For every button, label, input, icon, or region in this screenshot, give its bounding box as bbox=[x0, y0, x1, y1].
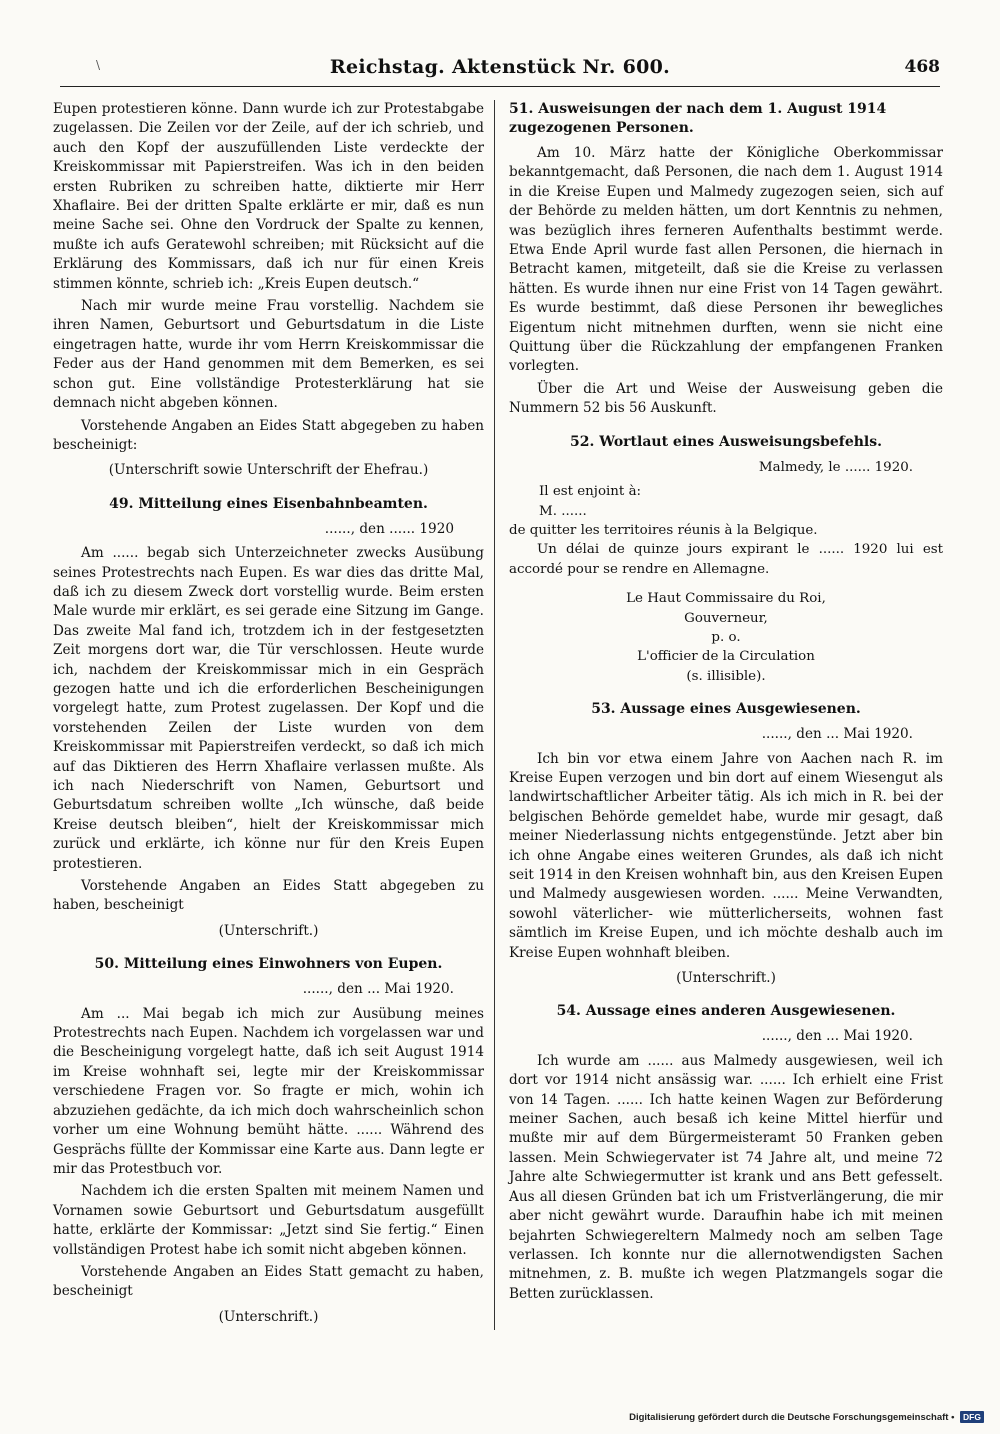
paragraph: Über die Art und Weise der Ausweisung geben die Nummern 52 bis 56 Auskunft. bbox=[509, 380, 943, 417]
signature-line: (Unterschrift.) bbox=[218, 1308, 319, 1325]
header-title: Reichstag. Aktenstück Nr. 600. bbox=[329, 56, 671, 78]
french-text: de quitter les territoires réunis à la Belgique. bbox=[509, 522, 818, 538]
french-text: Il est enjoint à: bbox=[539, 484, 642, 500]
paragraph: Am ...... begab sich Unterzeichneter zwecks Ausübung seines Protestrechts nach Eupen. Es war dies das dritte Mal, daß ich zu diesem Zweck dort vorstellig wurde. Beim ersten Male wurde mir erklärt, es sei gerade eine Sitzung im Gange. Das zweite Mal fand ich, trotzdem ich in der festgesetzten Zeit morgens dort war, die Tür verschlossen. Heute wurde ich, nachdem der Kreiskommissar mich in ein Gespräch gezogen hatte und ich die erforderlichen Bescheinigungen vorgelegt hatte, zum Protest zugelassen. Der Kopf und die vorstehenden Zeilen der Liste wurden von dem Kreiskommissar mit Papierstreifen verdeckt, so daß ich mich auf das Diktieren des Herrn Xhaflaire verlassen mußte. Als ich nach Niederschrift von Namen, Geburtsort und Geburtsdatum schreiben wollte „Ich wünsche, daß beide Kreise deutsch bleiben“, hielt der Kreiskommissar mich zurück und erklärte, ich könne nur für den Kreis Eupen protestieren. bbox=[53, 545, 484, 872]
french-signature: p. o. bbox=[711, 629, 741, 645]
dateline: ......, den ... Mai 1920. bbox=[761, 1028, 913, 1045]
dateline: ......, den ...... 1920 bbox=[324, 520, 454, 537]
paragraph: Vorstehende Angaben an Eides Statt gemacht zu haben, bescheinigt bbox=[53, 1263, 484, 1300]
paragraph: Eupen protestieren könne. Dann wurde ich zur Protestabgabe zugelassen. Die Zeilen vor der Zeile, auf der ich schrieb, und auch den Kopf der auszufüllenden Liste verdeckte der Kreiskommissar mit Papierstreifen. Was ich in den beiden ersten Rubriken zu schreiben hatte, diktierte mir Herr Xhaflaire. Bei der dritten Spalte erklärte er mir, daß es nun meine Sache sei. Ohne den Vordruck der Spalte zu kennen, mußte ich aufs Geratewohl schreiben; mit Rücksicht auf die Erklärung des Kommissars, daß ich nur für einen Kreis stimmen könnte, schrieb ich: „Kreis Eupen deutsch.“ bbox=[53, 101, 484, 292]
left-column bbox=[53, 100, 484, 1333]
section-heading-52: 52. Wortlaut eines Ausweisungsbefehls. bbox=[570, 433, 882, 450]
signature-line: (Unterschrift.) bbox=[218, 922, 319, 939]
paragraph: Ich bin vor etwa einem Jahre von Aachen nach R. im Kreise Eupen verzogen und bin dort auf einem Wiesengut als landwirtschaftlicher Arbeiter tätig. Als ich mich in R. bei der belgischen Behörde gemeldet habe, wurde mir gesagt, daß meiner Niederlassung nichts entgegenstünde. Jetzt aber bin ich ohne Angabe eines weiteren Grundes, als daß ich nicht seit 1914 in den Kreisen wohnhaft bin, aus den Kreisen Eupen und Malmedy ausgewiesen worden. ...... Meine Verwandten, sowohl väterlicher- wie mütterlicherseits, wohnen fast sämtlich im Kreise Eupen, und ich möchte deshalb auch im Kreise Eupen wohnhaft bleiben. bbox=[509, 750, 943, 961]
footer bbox=[629, 1411, 984, 1423]
footer-text: Digitalisierung gefördert durch die Deutsche Forschungsgemeinschaft • bbox=[629, 1412, 955, 1423]
section-heading-49: 49. Mitteilung eines Eisenbahnbeamten. bbox=[109, 495, 428, 512]
french-text: Un délai de quinze jours expirant le ...... 1920 lui est accordé pour se rendre en Allemagne. bbox=[509, 542, 943, 577]
paragraph: Vorstehende Angaben an Eides Statt abgegeben zu haben, bescheinigt bbox=[53, 878, 484, 914]
french-signature: L'officier de la Circulation bbox=[637, 649, 815, 665]
dfg-logo: DFG bbox=[960, 1411, 984, 1423]
page-number: 468 bbox=[904, 57, 940, 77]
right-column bbox=[509, 100, 943, 1307]
paragraph: Ich wurde am ...... aus Malmedy ausgewiesen, weil ich dort vor 1914 nicht ansässig war. ...... Ich erhielt eine Frist von 14 Tagen. ...... Ich hatte keinen Wagen zur Beförderung meiner Sachen, auch besaß ich keine Mittel hierfür und mußte mir auf dem Bürgermeisteramt 50 Franken geben lassen. Mein Schwiegervater ist 74 Jahre alt, und meine 72 Jahre alte Schwiegermutter ist krank und ans Bett gefesselt. Aus all diesen Gründen bat ich um Fristverlängerung, die mir aber nicht gewährt wurde. Daraufhin habe ich mit meinen bejahrten Schwiegereltern Malmedy noch am selben Tage verlassen. Ich konnte nur die allernotwendigsten Sachen mitnehmen, z. B. mußte ich wegen Platzmangels sogar die Betten zurücklassen. bbox=[509, 1052, 943, 1302]
signature-line: (Unterschrift sowie Unterschrift der Ehefrau.) bbox=[108, 462, 429, 479]
paragraph: Nachdem ich die ersten Spalten mit meinem Namen und Vornamen sowie Geburtsort und Geburtsdatum ausgefüllt hatte, erklärte der Kommissar: „Jetzt sind Sie fertig.“ Einen vollständigen Protest habe ich somit nicht abgeben können. bbox=[53, 1183, 484, 1258]
paragraph: Nach mir wurde meine Frau vorstellig. Nachdem sie ihren Namen, Geburtsort und Geburtsdatum in die Liste eingetragen hatte, wurde ihr vom Herrn Kreiskommissar die Feder aus der Hand genommen mit dem Bemerken, es sei schon gut. Eine vollständige Protesterklärung hat sie demnach nicht abgeben können. bbox=[53, 298, 484, 412]
section-heading-53: 53. Aussage eines Ausgewiesenen. bbox=[591, 701, 861, 718]
dateline: ......, den ... Mai 1920. bbox=[302, 981, 454, 998]
header-mark: \ bbox=[96, 58, 101, 72]
french-signature: Gouverneur, bbox=[684, 610, 768, 626]
french-signature: (s. illisible). bbox=[686, 668, 766, 684]
dateline: Malmedy, le ...... 1920. bbox=[758, 459, 913, 475]
french-signature: Le Haut Commissaire du Roi, bbox=[626, 591, 826, 607]
paragraph: Am 10. März hatte der Königliche Oberkommissar bekanntgemacht, daß Personen, die nach dem 1. August 1914 in die Kreise Eupen und Malmedy zugezogen seien, sich auf der Behörde zu melden hätten, um dort Kenntnis zu nehmen, was bezüglich ihres ferneren Aufenthalts bestimmt werde. Etwa Ende April wurde fast allen Personen, die hiernach in Betracht kamen, mitgeteilt, daß sie die Kreise zu verlassen hätten. Es wurde ihnen nur eine Frist von 14 Tagen gewährt. Es wurde bestimmt, daß diese Personen ihr bewegliches Eigentum nicht mitnehmen durften, wenn sie nicht eine Quittung über die Rückzahlung der empfangenen Franken vorlegten. bbox=[509, 145, 943, 375]
paragraph: Am ... Mai begab ich mich zur Ausübung meines Protestrechts nach Eupen. Nachdem ich vorgelassen war und die Bescheinigung vorgelegt hatte, daß ich seit August 1914 im Kreise wohnhaft sei, legte mir der Kreiskommissar verschiedene Fragen vor. So fragte er mich, wohin ich abzuziehen gedächte, da ich mich doch wahrscheinlich schon vorher um eine Wohnung bemüht hätte. ...... Während des Gesprächs füllte der Kommissar eine Karte aus. Dann legte er mir das Protestbuch vor. bbox=[53, 1005, 484, 1177]
section-heading-51: 51. Ausweisungen der nach dem 1. August 1914 zugezogenen Personen. bbox=[509, 101, 887, 136]
section-heading-50: 50. Mitteilung eines Einwohners von Eupen. bbox=[94, 956, 443, 973]
dateline: ......, den ... Mai 1920. bbox=[761, 726, 913, 743]
paragraph: Vorstehende Angaben an Eides Statt abgegeben zu haben bescheinigt: bbox=[53, 417, 484, 453]
column-divider bbox=[494, 100, 495, 1330]
page-header bbox=[60, 56, 940, 87]
signature-line: (Unterschrift.) bbox=[676, 970, 776, 987]
section-heading-54: 54. Aussage eines anderen Ausgewiesenen. bbox=[556, 1003, 896, 1020]
french-text: M. ...... bbox=[539, 503, 587, 519]
